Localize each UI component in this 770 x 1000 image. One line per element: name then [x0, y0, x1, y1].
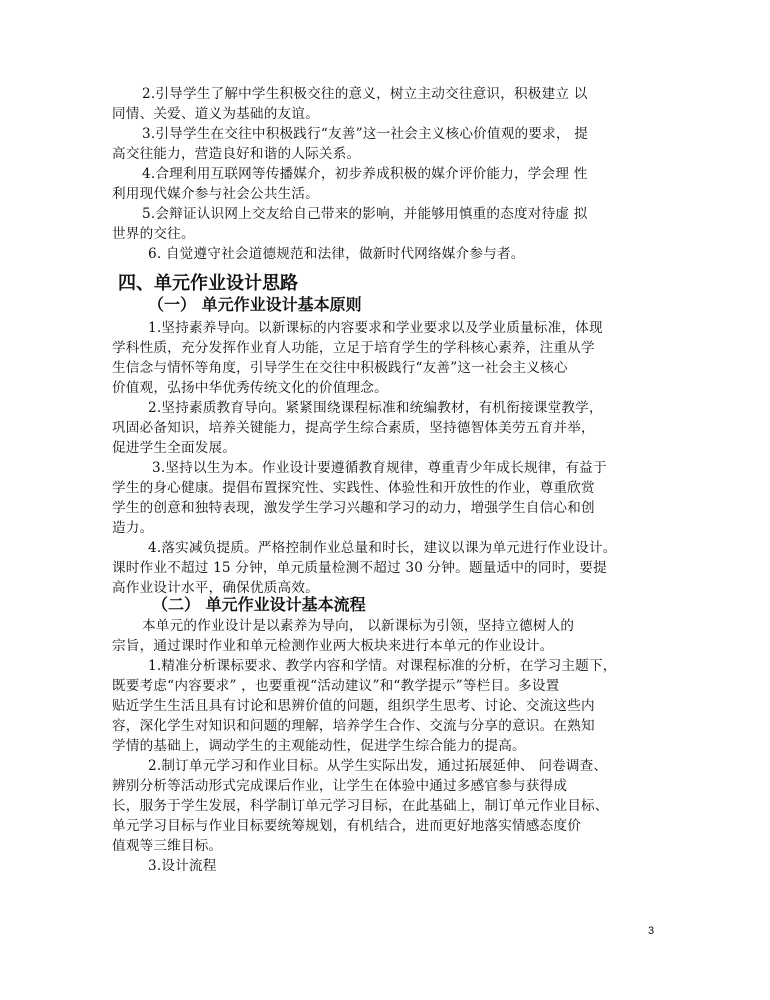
text-line: 学生的创意和独特表现，激发学生学习兴趣和学习的动力，增强学生自信心和创: [112, 500, 595, 516]
process-paragraphs: [112, 616, 672, 876]
text-line: 学科性质，充分发挥作业育人功能，立足于培育学生的学科核心素养，注重从学: [112, 340, 595, 356]
text-line: 4.合理利用互联网等传播媒介，初步养成积极的媒介评价能力，学会理 性: [142, 166, 588, 182]
subsection-heading-process: （二） 单元作业设计基本流程: [152, 595, 366, 614]
text-line: 4.落实减负提质。严格控制作业总量和时长，建议以课为单元进行作业设计。: [148, 540, 617, 556]
text-line: 2.制订单元学习和作业目标。从学生实际出发，通过拓展延伸、 问卷调查、: [148, 758, 608, 774]
text-line: 值观等三维目标。: [112, 838, 223, 854]
text-line: 学生的身心健康。提倡布置探究性、实践性、体验性和开放性的作业，尊重欣赏: [112, 480, 595, 496]
text-line: 造力。: [112, 520, 154, 536]
text-line: 6. 自觉遵守社会道德规范和法律，做新时代网络媒介参与者。: [148, 246, 525, 262]
page-number: 3: [648, 925, 655, 937]
text-line: 2.坚持素质教育导向。紧紧围绕课程标准和统编教材，有机衔接课堂教学，: [148, 400, 603, 416]
text-line: 3.设计流程: [148, 858, 217, 874]
text-line: 宗旨，通过课时作业和单元检测作业两大板块来进行本单元的作业设计。: [112, 638, 554, 654]
text-line: 5.会辩证认识网上交友给自己带来的影响，并能够用慎重的态度对待虚 拟: [142, 206, 588, 222]
text-line: 促进学生全面发展。: [112, 440, 237, 456]
objectives-list: [112, 84, 672, 264]
text-line: 3.引导学生在交往中积极践行“友善”这一社会主义核心价值观的要求， 提: [142, 126, 589, 142]
text-line: 世界的交往。: [112, 226, 195, 242]
text-line: 2.引导学生了解中学生积极交往的意义，树立主动交往意识，积极建立 以: [142, 86, 588, 102]
text-line: 辨别分析等活动形式完成课后作业，让学生在体验中通过多感官参与获得成: [112, 778, 568, 794]
text-line: 1.坚持素养导向。以新课标的内容要求和学业要求以及学业质量标准，体现: [148, 320, 603, 336]
principles-paragraphs: [112, 318, 672, 598]
text-line: 巩固必备知识，培养关键能力，提高学生综合素质，坚持德智体美劳五育并举，: [112, 420, 595, 436]
text-line: 课时作业不超过 15 分钟，单元质量检测不超过 30 分钟。题量适中的同时，要提: [112, 560, 607, 576]
text-line: 3.坚持以生为本。作业设计要遵循教育规律，尊重青少年成长规律，有益于: [152, 460, 607, 476]
text-line: 价值观，弘扬中华优秀传统文化的价值理念。: [112, 380, 388, 396]
text-line: 容，深化学生对知识和问题的理解，培养学生合作、交流与分享的意识。在熟知: [112, 718, 595, 734]
text-line: 1.精准分析课标要求、教学内容和学情。对课程标准的分析，在学习主题下，: [148, 658, 617, 674]
text-line: 单元学习目标与作业目标要统筹规划，有机结合，进而更好地落实情感态度价: [112, 818, 581, 834]
text-line: 既要考虑“内容要求” ，也要重视“活动建议”和“教学提示”等栏目。多设置: [112, 678, 560, 694]
text-line: 利用现代媒介参与社会公共生活。: [112, 186, 319, 202]
text-line: 高交往能力，营造良好和谐的人际关系。: [112, 146, 361, 162]
subsection-heading-principles: （一） 单元作业设计基本原则: [148, 295, 362, 314]
text-line: 贴近学生生活且具有讨论和思辨价值的问题，组织学生思考、讨论、交流这些内: [112, 698, 595, 714]
text-line: 同情、关爱、道义为基础的友谊。: [112, 106, 319, 122]
text-line: 本单元的作业设计是以素养为导向， 以新课标为引领，坚持立德树人的: [142, 618, 575, 634]
text-line: 长，服务于学生发展，科学制订单元学习目标，在此基础上，制订单元作业目标、: [112, 798, 609, 814]
section-heading: 四、单元作业设计思路: [118, 273, 298, 294]
text-line: 学情的基础上，调动学生的主观能动性，促进学生综合能力的提高。: [112, 738, 526, 754]
text-line: 高作业设计水平，确保优质高效。: [112, 580, 319, 596]
text-line: 生信念与情怀等角度，引导学生在交往中积极践行“友善”这一社会主义核心: [112, 360, 568, 376]
